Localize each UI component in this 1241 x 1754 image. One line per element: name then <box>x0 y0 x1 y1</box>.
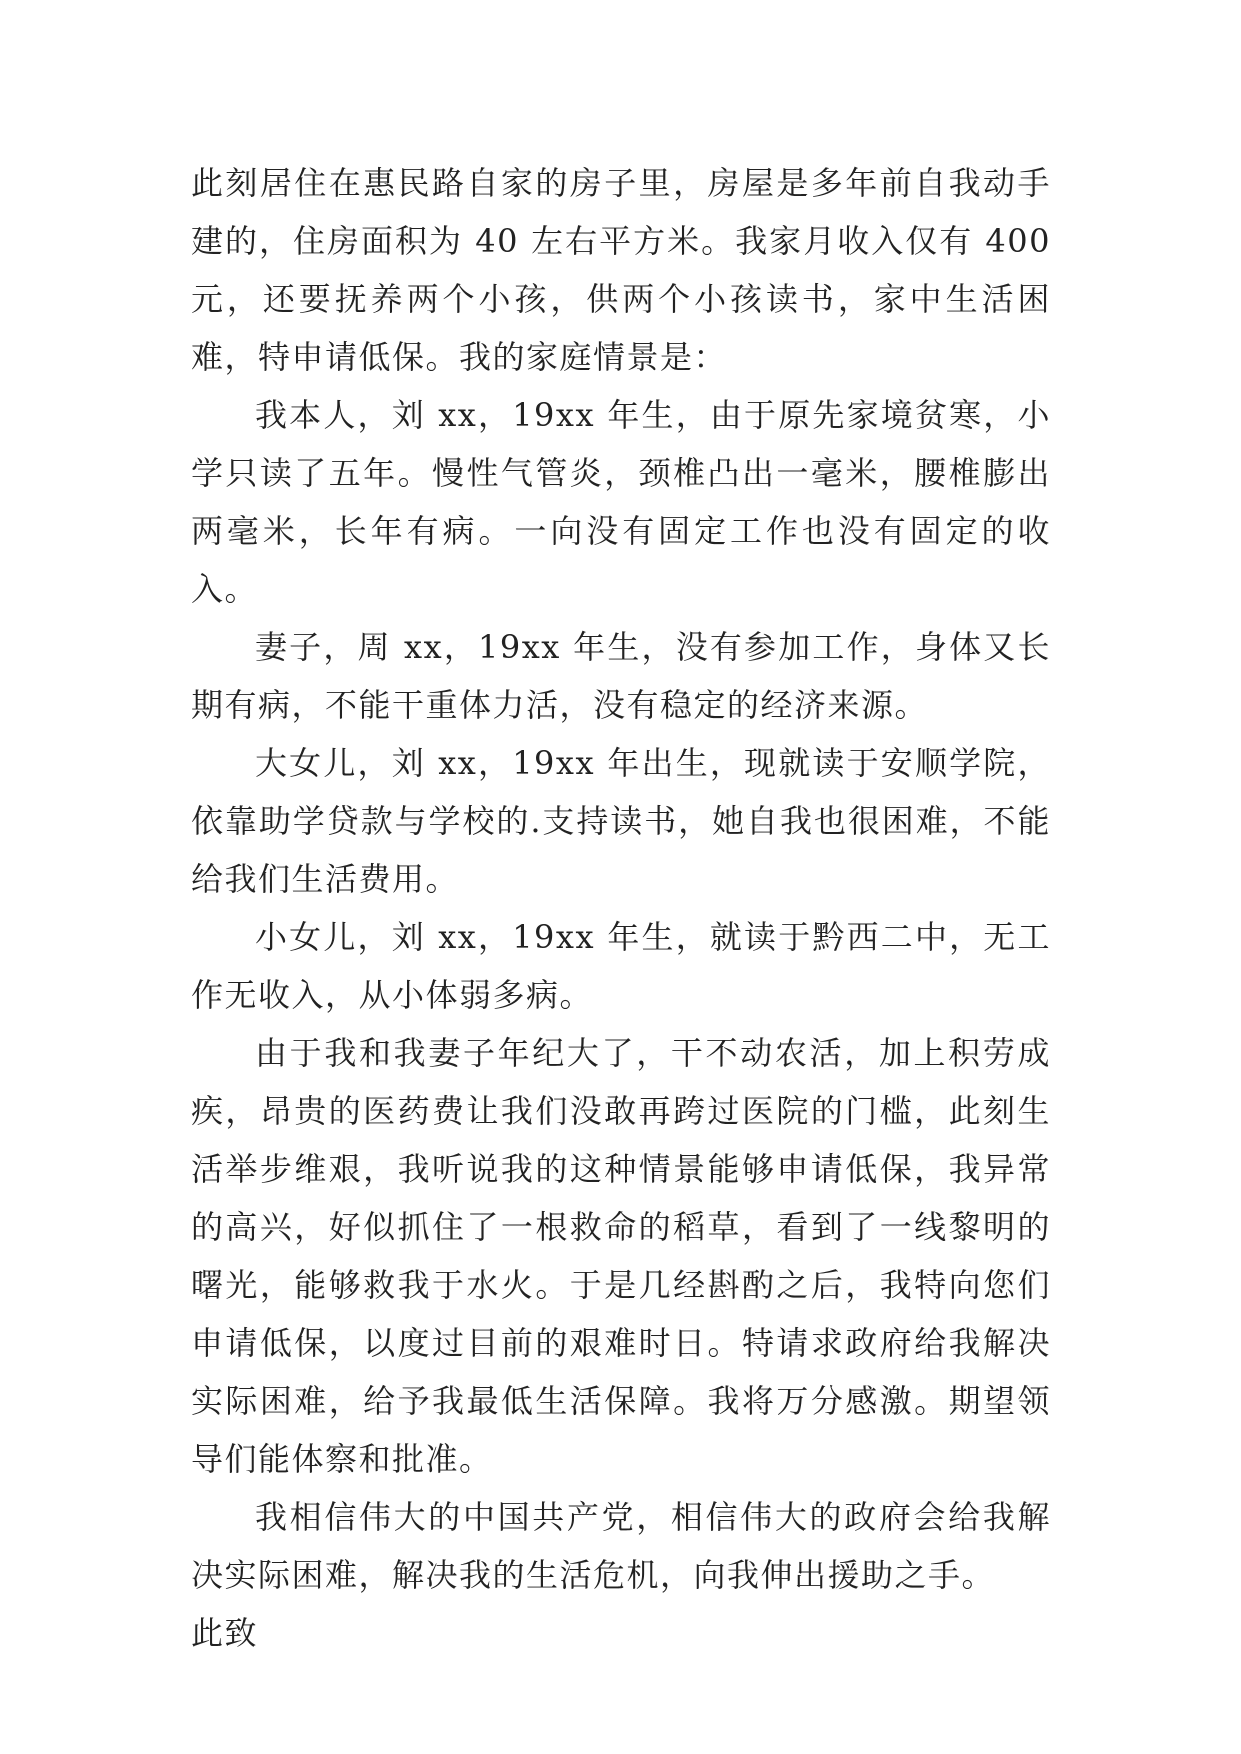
paragraph-wife: 妻子，周 xx，19xx 年生，没有参加工作，身体又长期有病，不能干重体力活，没有稳定的经济来源。 <box>191 628 1051 724</box>
paragraph-younger-daughter: 小女儿，刘 xx，19xx 年生，就读于黔西二中，无工作无收入，从小体弱多病。 <box>191 918 1051 1014</box>
paragraph-request: 由于我和我妻子年纪大了，干不动农活，加上积劳成疾，昂贵的医药费让我们没敢再跨过医院的门槛，此刻生活举步维艰，我听说我的这种情景能够申请低保，我异常的高兴，好似抓住了一根救命的稻草，看到了一线黎明的曙光，能够救我于水火。于是几经斟酌之后，我特向您们申请低保，以度过目前的艰难时日。特请求政府给我解决实际困难，给予我最低生活保障。我将万分感激。期望领导们能体察和批准。 <box>191 1034 1051 1478</box>
paragraph-elder-daughter: 大女儿，刘 xx，19xx 年出生，现就读于安顺学院，依靠助学贷款与学校的.支持读书，她自我也很困难，不能给我们生活费用。 <box>191 744 1051 898</box>
paragraph-residence: 此刻居住在惠民路自家的房子里，房屋是多年前自我动手建的，住房面积为 40 左右平方米。我家月收入仅有 400 元，还要抚养两个小孩，供两个小孩读书，家中生活困难，特申请低保。我的家庭情景是： <box>191 164 1051 376</box>
paragraph-self: 我本人，刘 xx，19xx 年生，由于原先家境贫寒，小学只读了五年。慢性气管炎，颈椎凸出一毫米，腰椎膨出两毫米，长年有病。一向没有固定工作也没有固定的收入。 <box>191 396 1051 608</box>
document-body <box>191 154 1051 1662</box>
closing-salutation: 此致 <box>191 1614 259 1652</box>
paragraph-trust: 我相信伟大的中国共产党，相信伟大的政府会给我解决实际困难，解决我的生活危机，向我伸出援助之手。 <box>191 1498 1051 1594</box>
